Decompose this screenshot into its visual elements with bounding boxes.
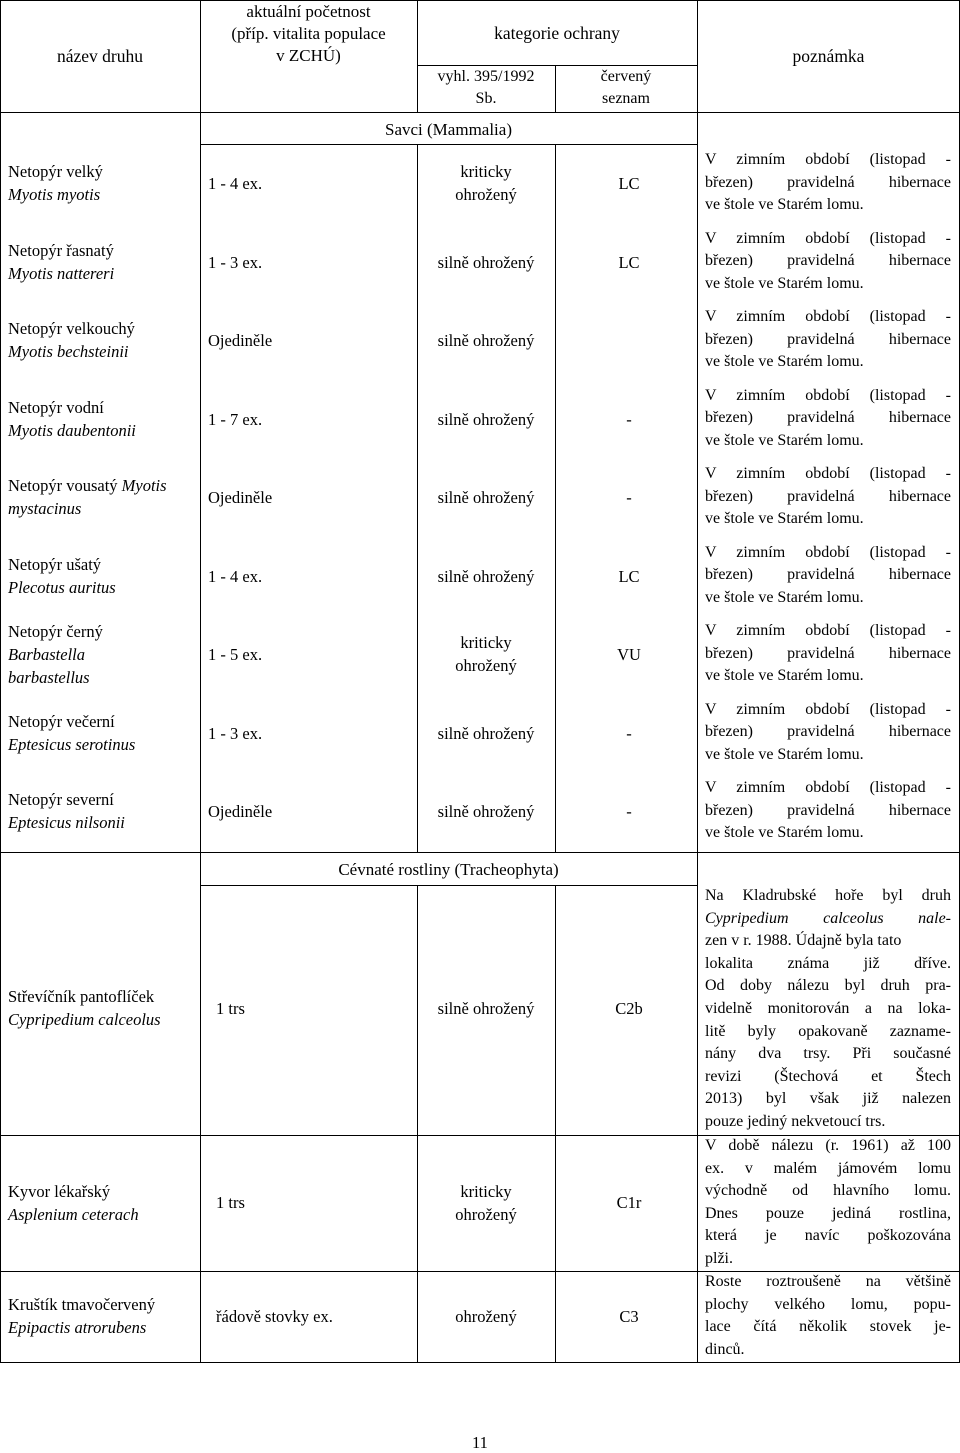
plant-2-note [705,1135,951,1271]
mammal-9-names [8,788,198,834]
mammal-8-latin-name [8,733,198,756]
plant-2-note-line: východně od hlavního lomu. [705,1182,951,1200]
mammal-1-note [705,149,951,217]
header-abundance-line3: v ZCHÚ) [276,46,341,65]
plant-2-note-line: která je navíc poškozována [705,1227,951,1245]
mammal-3-note-line2: březen) pravidelná hibernace [705,330,951,348]
plant-1-note-line: Na Kladrubské hoře byl druh [705,887,951,904]
plant-1-note-line: pouze jediný nekvetoucí trs. [705,1112,886,1130]
mammal-1-note-line2: březen) pravidelná hibernace [705,173,951,191]
mammal-5-names [8,474,198,520]
mammal-5-latin-part1: Myotis [121,476,167,495]
mammal-2-decree: silně ohrožený [437,252,535,272]
section-plants: Cévnaté rostliny (Tracheophyta) [338,860,559,879]
mammal-4-names [8,396,198,442]
plant-2-czech-name: Kyvor lékařský [8,1182,111,1201]
plant-2-redlist: C1r [616,1193,642,1212]
plant-2-decree-line2: ohrožený [455,1205,517,1224]
mammal-1-latin-text: Myotis myotis [8,185,101,204]
mammal-8-latin-text: Eptesicus serotinus [8,734,136,754]
table-border-left [0,0,1,1363]
plant-3-note-line: plochy velkého lomu, popu- [705,1295,951,1313]
mammal-6-decree: silně ohrožený [437,566,535,586]
plant-2-note-line: ex. v malém jámovém lomu [705,1159,951,1177]
table-border-top [0,0,960,1]
plant-1-latin-name: Cypripedium calceolus [8,1010,161,1029]
mammal-8-czech-name: Netopýr večerní [8,711,115,731]
plant-3-note-line: dinců. [705,1340,745,1358]
mammal-1-czech-name: Netopýr velký [8,162,103,181]
mammal-3-latin-text: Myotis bechsteinii [8,342,129,361]
mammals-section-divider [200,144,697,145]
mammal-2-note-line1: V zimním období (listopad - [705,229,951,247]
mammal-3-note [705,306,951,374]
mammal-6-latin-text: Plecotus auritus [8,577,116,597]
mammal-8-note-line1: V zimním období (listopad - [705,700,951,718]
mammal-7-latin-part1: Barbastella [8,645,85,664]
plant-1-names [8,985,198,1031]
mammal-7-czech-text: Netopýr černý [8,622,103,641]
mammal-2-czech-name: Netopýr řasnatý [8,240,114,260]
mammal-4-czech-name: Netopýr vodní [8,397,104,417]
page-number: 11 [472,1433,488,1452]
mammal-5-czech-text: Netopýr vousatý [8,476,118,495]
table-border-bottom [0,1362,960,1363]
mammal-8-note [705,699,951,767]
plant-1-note-line: videlně monitorován a na loka- [705,999,951,1017]
mammal-1-note-line1: V zimním období (listopad - [705,151,951,168]
plant-3-note [705,1271,951,1361]
mammal-5-decree: silně ohrožený [437,488,535,507]
mammal-3-latin-name [8,340,198,363]
plant-2-note-line: Dnes pouze jediná rostlina, [705,1204,951,1222]
mammal-3-abundance: Ojediněle [208,331,273,350]
mammal-9-latin-name [8,811,198,834]
mammal-4-note [705,385,951,453]
mammal-2-latin-name [8,262,198,285]
plant-1-note-line: litě byly opakovaně zazname- [705,1022,951,1040]
mammal-4-latin-text: Myotis daubentonii [8,420,136,440]
mammal-4-note-line2: březen) pravidelná hibernace [705,409,951,427]
mammal-8-abundance: 1 - 3 ex. [208,723,263,743]
header-decree-line1: vyhl. 395/1992 [437,68,535,85]
mammal-6-czech-name: Netopýr ušatý [8,554,102,574]
mammal-7-note [705,620,951,688]
mammal-1-decree-line2: ohrožený [455,185,517,204]
plant-3-czech-name: Kruštík tmavočervený [8,1295,156,1314]
header-decree-line2: Sb. [475,90,497,107]
mammal-5-note-line2: březen) pravidelná hibernace [705,487,951,505]
mammal-9-abundance: Ojediněle [208,802,273,821]
mammal-8-note-line3: ve štole ve Starém lomu. [705,745,864,763]
mammal-9-redlist: - [626,802,632,821]
plant-3-abundance: řádově stovky ex. [216,1307,333,1326]
plant-2-decree [417,1180,555,1226]
plant-3-note-line: Roste roztroušeně na většině [705,1273,951,1290]
plant-1-note [705,885,951,1134]
mammal-4-abundance: 1 - 7 ex. [208,409,263,429]
mammal-5-note-line1: V zimním období (listopad - [705,465,951,482]
plant-2-note-line: V době nálezu (r. 1961) až 100 [705,1137,951,1154]
header-protection: kategorie ochrany [494,23,620,43]
mammal-8-note-line2: březen) pravidelná hibernace [705,723,951,741]
mammal-1-redlist: LC [618,174,640,193]
header-decree [417,66,555,110]
mammal-6-note-line3: ve štole ve Starém lomu. [705,588,864,606]
mammal-9-czech-name: Netopýr severní [8,790,114,809]
section-mammals: Savci (Mammalia) [385,120,512,139]
mammal-4-decree: silně ohrožený [437,409,535,429]
mammal-5-latin-part2: mystacinus [8,499,82,518]
mammal-7-note-line1: V zimním období (listopad - [705,622,951,639]
plant-3-note-line: lace čítá několik stovek je- [705,1318,951,1336]
mammal-9-note-line3: ve štole ve Starém lomu. [705,824,864,842]
mammal-1-latin-name [8,183,198,206]
mammal-6-redlist: LC [618,566,640,586]
mammal-7-decree [417,631,555,677]
plant-3-names [8,1293,198,1339]
mammal-5-czech-name [8,474,198,497]
mammal-2-note [705,228,951,296]
mammal-6-note-line1: V zimním období (listopad - [705,543,951,561]
mammal-8-redlist: - [626,723,632,743]
mammals-plants-divider [0,852,960,853]
plant-1-abundance: 1 trs [216,999,245,1018]
header-abundance-line2: (příp. vitalita populace [231,24,386,43]
plant-1-decree: silně ohrožený [437,999,535,1018]
mammal-1-decree-line1: kriticky [460,162,512,181]
mammal-5-note [705,463,951,531]
mammal-2-redlist: LC [618,252,640,272]
plant-1-note-line: 2013) byl však již nalezen [705,1090,951,1108]
mammal-3-czech-name: Netopýr velkouchý [8,319,135,338]
mammal-8-decree: silně ohrožený [437,723,535,743]
plant-3-latin-name: Epipactis atrorubens [8,1318,147,1337]
mammal-9-note-line2: březen) pravidelná hibernace [705,801,951,819]
mammal-7-abundance: 1 - 5 ex. [208,645,263,664]
mammal-4-note-line3: ve štole ve Starém lomu. [705,431,864,449]
header-redlist-line1: červený [600,68,652,85]
mammal-7-names [8,620,198,689]
plant-1-note-line: nány dva trsy. Při současné [705,1045,951,1063]
mammal-3-names [8,317,198,363]
mammal-1-decree [417,160,555,206]
mammal-5-note-line3: ve štole ve Starém lomu. [705,510,864,528]
mammal-7-decree-line2: ohrožený [455,656,517,675]
mammal-6-note [705,542,951,610]
mammal-7-redlist: VU [617,645,641,664]
header-divider [0,112,960,113]
header-redlist-line2: seznam [602,90,650,107]
mammal-9-decree: silně ohrožený [437,802,535,821]
header-abundance [200,1,417,67]
mammal-2-names [8,239,198,285]
plant-2-note-line: plži. [705,1249,733,1267]
mammal-5-abundance: Ojediněle [208,488,273,507]
mammal-4-latin-name [8,419,198,442]
header-species: název druhu [56,46,143,66]
col-divider-8 [697,0,698,1363]
plant-1-note-line: lokalita známa již dříve. [705,954,951,972]
mammal-6-note-line2: březen) pravidelná hibernace [705,566,951,584]
header-note: poznámka [792,46,865,66]
col-divider-7 [555,885,556,1363]
plant-3-redlist: C3 [619,1307,639,1326]
plant-1-czech-name: Střevíčník pantoflíček [8,987,155,1006]
header-redlist [555,66,697,110]
mammal-2-note-line2: březen) pravidelná hibernace [705,252,951,270]
mammal-1-abundance: 1 - 4 ex. [208,174,263,193]
mammal-2-note-line3: ve štole ve Starém lomu. [705,274,864,292]
mammal-4-note-line1: V zimním období (listopad - [705,386,951,404]
mammal-2-latin-text: Myotis nattereri [8,263,115,283]
mammal-5-latin-name [8,497,198,520]
mammal-2-abundance: 1 - 3 ex. [208,252,263,272]
plant-1-note-line: Cypripedium calceolus nale- [705,909,951,927]
plant-2-abundance: 1 trs [216,1193,245,1212]
mammal-7-note-line2: březen) pravidelná hibernace [705,644,951,662]
mammal-3-note-line3: ve štole ve Starém lomu. [705,353,864,371]
plant-1-redlist: C2b [615,999,643,1018]
mammal-7-note-line3: ve štole ve Starém lomu. [705,667,864,685]
header-abundance-line1: aktuální početnost [246,2,371,21]
mammal-3-decree: silně ohrožený [437,331,535,350]
mammal-9-note-line1: V zimním období (listopad - [705,779,951,796]
plant-1-note-line: revizi (Štechová et Štech [705,1067,951,1085]
mammal-6-names [8,553,198,599]
mammal-5-redlist: - [626,488,632,507]
plant-3-decree: ohrožený [455,1307,517,1326]
plant-2-latin-name: Asplenium ceterach [8,1205,139,1224]
plants-section-divider [200,885,697,886]
col-divider-1 [200,0,201,1363]
mammal-6-abundance: 1 - 4 ex. [208,566,263,586]
plant-1-note-line: zen v r. 1988. Údajně byla tato [705,932,902,950]
mammal-1-note-line3: ve štole ve Starém lomu. [705,196,864,214]
mammal-8-names [8,710,198,756]
mammal-7-latin-name [8,643,198,666]
col-divider-4 [417,885,418,1363]
mammal-7-czech-name [8,620,198,643]
mammal-3-note-line1: V zimním období (listopad - [705,308,951,325]
mammal-9-note [705,777,951,845]
mammal-4-redlist: - [626,409,632,429]
mammal-7-latin-part2: barbastellus [8,668,90,687]
mammal-7-decree-line1: kriticky [460,633,512,652]
mammal-6-latin-name [8,576,198,599]
mammal-1-names [8,160,198,206]
mammal-9-latin-text: Eptesicus nilsonii [8,813,125,832]
mammal-7-latin-name-cont [8,666,198,689]
plant-2-names [8,1180,198,1226]
plant-1-note-line: Od doby nálezu byl druh pra- [705,977,951,995]
plant-2-decree-line1: kriticky [460,1182,512,1201]
